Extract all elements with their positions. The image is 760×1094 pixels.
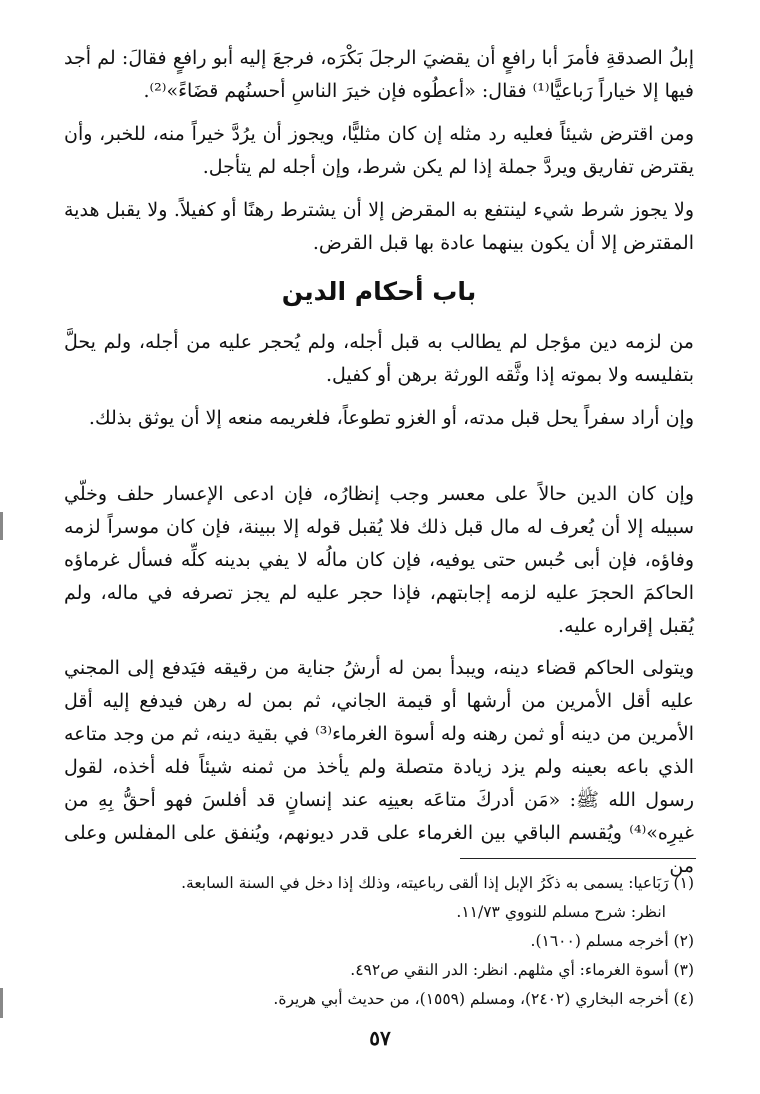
footnote-3: (٣) أسوة الغرماء: أي مثلهم. انظر: الدر النقي ص٤٩٢. [350,961,694,979]
footnote-1: (١) رَبَاعيا: يسمى به ذكَرُ الإبل إذا ألقى رباعيته، وذلك إذا دخل في السنة السابعة. [181,874,694,892]
section-heading: باب أحكام الدين [281,277,477,306]
footnote-1-reference: انظر: شرح مسلم للنووي ١١/٧٣. [456,903,666,921]
scan-edge-mark [0,512,3,540]
footnote-2: (٢) أخرجه مسلم (١٦٠٠). [530,932,694,950]
paragraph-deferred-debt: من لزمه دين مؤجل لم يطالب به قبل أجله، ولم يُحجر عليه من أجله، ولم يحلَّ بتفليسه ولا بموته إذا وثَّقه الورثة برهن أو كفيل. [64,331,694,386]
footnote-4: (٤) أخرجه البخاري (٢٤٠٢)، ومسلم (١٥٥٩)، من حديث أبي هريرة. [273,990,694,1008]
paragraph-loan-repayment: إبلُ الصدقةِ فأمرَ أبا رافعٍ أن يقضيَ الرجلَ بَكْرَه، فرجعَ إليه أبو رافعٍ فقالَ: لم أجد فيها إلا خياراً رَباعيًّا⁽¹⁾ فقال: «أعطُوه فإن خيرَ الناسِ أحسنُهم قضَاءً»⁽²⁾. [64,47,694,102]
paragraph-loan-conditions: ولا يجوز شرط شيء لينتفع به المقرض إلا أن يشترط رهنًا أو كفيلاً. ولا يقبل هدية المقترض إلا أن يكون بينهما عادة بها قبل القرض. [64,199,694,254]
footnote-divider [460,858,696,859]
paragraph-travel: وإن أراد سفراً يحل قبل مدته، أو الغزو تطوعاً، فلغريمه منعه إلا أن يوثق بذلك. [88,407,694,429]
paragraph-judge-settlement: ويتولى الحاكم قضاء دينه، ويبدأ بمن له أرشُ جناية من رقيقه فيَدفع إلى المجني عليه أقل الأمرين من أرشها أو قيمة الجاني، ثم بمن له رهن فيدفع إليه أقل الأمرين من دينه أو ثمن رهنه وله أسوة الغرماء⁽³⁾ في بقية دينه، ثم من وجد متاعه الذي باعه بعينه ولم يزد زيادة متصلة ولم يأخذ من ثمنه شيئاً فله أخذه، لقول رسول الله ﷺ: «مَن أدركَ متاعَه بعينِه عند إنسانٍ قد أفلسَ فهو أحقُّ بِهِ من غيرِه»⁽⁴⁾ ويُقسم الباقي بين الغرماء على قدر ديونهم، ويُنفق على المفلس وعلى من [64,657,694,877]
page-number: ٥٧ [369,1026,391,1050]
paragraph-insolvency: وإن كان الدين حالاً على معسر وجب إنظارُه، فإن ادعى الإعسار حلف وخلّي سبيله إلا أن يُعرف له مال قبل ذلك فلا يُقبل قوله إلا ببينة، فإن كان موسراً لزمه وفاؤه، فإن أبى حُبس حتى يوفيه، فإن كان مالُه لا يفي بدينه كلِّه فسأل غرماؤه الحاكمَ الحجرَ عليه لزمه إجابتهم، فإذا حجر عليه لم يجز تصرفه في ماله، ولم يُقبل إقراره عليه. [64,483,694,637]
scan-edge-mark-lower [0,988,3,1018]
paragraph-loan-rules: ومن اقترض شيئاً فعليه رد مثله إن كان مثليًّا، ويجوز أن يرُدَّ خيراً منه، للخبر، وأن يقترض تفاريق ويردَّ جملة إذا لم يكن شرط، وإن أجله لم يتأجل. [64,123,694,178]
